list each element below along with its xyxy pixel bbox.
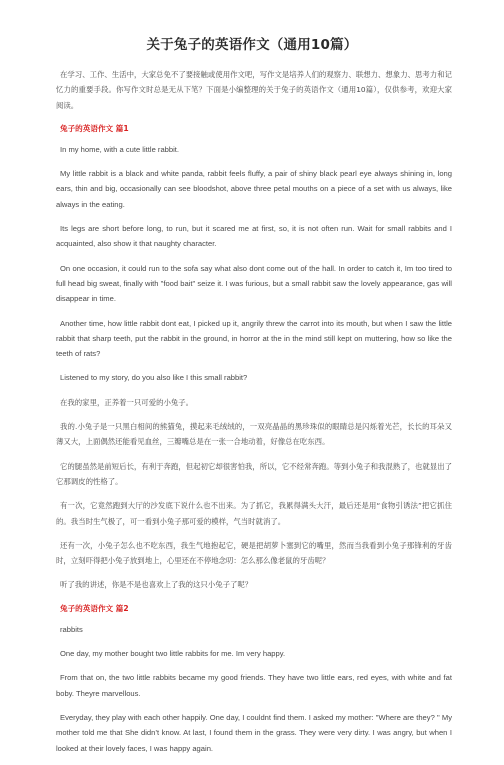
paragraph: 有一次，它竟然跑到大厅的沙发底下说什么也不出来。为了抓它，我累得满头大汗，最后还是用“食物引诱法”把它抓住的。我当时生气极了，可一看到小兔子那可爱的模样，气当时就消了。 <box>56 501 452 526</box>
paragraph: Another time, how little rabbit dont eat, I picked up it, angrily threw the carrot into its mouth, but when I saw the little rabbit that sharp teeth, put the rabbit in the ground, in horror at the in the mind still kept on muttering, how so like the teeth of rats? <box>56 318 452 359</box>
paragraph: 听了我的讲述，你是不是也喜欢上了我的这只小兔子了呢？ <box>60 580 253 590</box>
paragraph: One day, my mother bought two little rabbits for me. Im very happy. <box>60 649 286 659</box>
paragraph: 在我的家里，正养着一只可爱的小兔子。 <box>60 397 194 407</box>
paragraph: Everyday, they play with each other happily. One day, I couldnt find them. I asked my mother: "Where are they? " My mother told me that She didn’t know. At last, I found them in the grass. They were very dirty. I was angry, but when I looked at their lovely faces, I was happy again. <box>56 712 452 753</box>
paragraph: On one occasion, it could run to the sofa say what also dont come out of the hall. In order to catch it, Im too tired to full head big sweat, finally with "food bait" seize it. I was furious, but a small rabbit saw the lovely appearance, gas will disappear in time. <box>56 263 452 304</box>
paragraph: rabbits <box>60 624 83 634</box>
paragraph: Its legs are short before long, to run, but it scared me at first, so, it is not often run. Wait for small rabbits and I acquainted, also show it that naughty character. <box>56 224 452 249</box>
paragraph: In my home, with a cute little rabbit. <box>60 144 180 154</box>
paragraph: Listened to my story, do you also like I this small rabbit? <box>60 373 248 383</box>
document-body <box>56 67 452 765</box>
paragraph: From that on, the two little rabbits became my good friends. They have two little ears, red eyes, with white and fat boby. Theyre marvellous. <box>56 673 452 698</box>
paragraph: 还有一次，小兔子怎么也不吃东西，我生气地抱起它，硬是把胡萝卜塞到它的嘴里，然而当我看到小兔子那锋利的牙齿时，立刻吓得把小兔子放到地上，心里还在不停地念叨：怎么那么像老鼠的牙齿呢？ <box>56 540 452 566</box>
document-title: 关于兔子的英语作文（通用10篇） <box>146 37 358 53</box>
section-heading: 兔子的英语作文 篇1 <box>60 123 129 133</box>
paragraph: My little rabbit is a black and white panda, rabbit feels fluffy, a pair of shiny black pearl eye always shining in, long ears, thin and big, occasionally can see bloodshot, above three petal mouths on a piece of a set with us always, like always in the eating. <box>56 169 452 209</box>
paragraph: 它的腿虽然是前短后长，有利于奔跑，但起初它却很害怕我，所以，它不经常奔跑。等到小兔子和我混熟了，也就显出了它那调皮的性格了。 <box>56 461 452 486</box>
section-heading: 兔子的英语作文 篇2 <box>60 603 129 613</box>
intro-paragraph: 在学习、工作、生活中，大家总免不了要接触或使用作文吧，写作文是培养人们的观察力、联想力、想象力、思考力和记忆力的重要手段。你写作文时总是无从下笔？下面是小编整理的关于兔子的英语作文（通用10篇），仅供参考，欢迎大家阅读。 <box>56 70 452 110</box>
paragraph: 我的.小兔子是一只黑白相间的熊猫兔，摸起来毛绒绒的，一双亮晶晶的黑珍珠似的眼睛总是闪烁着光芒，长长的耳朵又薄又大，上面偶然还能看见血丝，三瓣嘴总是在一张一合地动着，好像总在吃东西。 <box>56 422 452 447</box>
